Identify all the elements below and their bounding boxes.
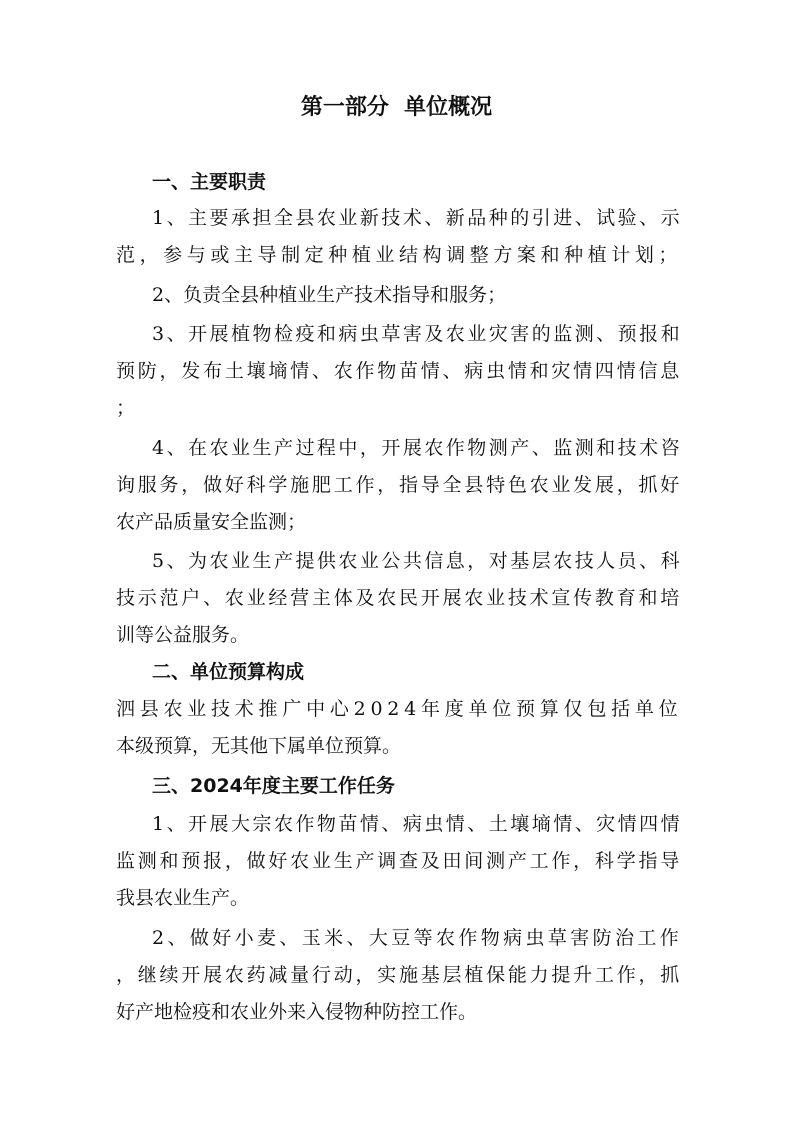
section-heading-budget: 二、单位预算构成 (152, 661, 305, 683)
paragraph-line: 1、开展大宗农作物苗情、病虫情、土壤墒情、灾情四情 (152, 813, 683, 835)
paragraph-line: 询服务，做好科学施肥工作，指导全县特色农业发展，抓好 (116, 474, 682, 496)
paragraph-line: 技示范户、农业经营主体及农民开展农业技术宣传教育和培 (116, 587, 682, 609)
paragraph-line: 好产地检疫和农业外来入侵物种防控工作。 (116, 1001, 478, 1023)
page-title: 第一部分 单位概况 (300, 95, 493, 120)
paragraph-line: 农产品质量安全监测； (116, 511, 307, 533)
section-heading-duties: 一、主要职责 (152, 171, 267, 193)
section-heading-tasks: 三、2024年度主要工作任务 (152, 775, 395, 797)
paragraph-line: 2、负责全县种植业生产技术指导和服务； (152, 284, 507, 306)
paragraph-line: 我县农业生产。 (116, 887, 250, 909)
paragraph-line: ，继续开展农药减量行动，实施基层植保能力提升工作，抓 (116, 964, 682, 986)
paragraph-line: 5、为农业生产提供农业公共信息，对基层农技人员、科 (152, 550, 683, 572)
paragraph-line: 1、主要承担全县农业新技术、新品种的引进、试验、示 (152, 207, 683, 229)
paragraph-line: 3、开展植物检疫和病虫草害及农业灾害的监测、预报和 (152, 323, 683, 345)
paragraph-line: 范，参与或主导制定种植业结构调整方案和种植计划； (116, 244, 682, 266)
paragraph-line: 本级预算，无其他下属单位预算。 (116, 735, 402, 757)
paragraph-line: 4、在农业生产过程中，开展农作物测产、监测和技术咨 (152, 437, 683, 459)
paragraph-line: ； (116, 397, 136, 419)
paragraph-line: 训等公益服务。 (116, 624, 250, 646)
paragraph-line: 泗县农业技术推广中心2024年度单位预算仅包括单位 (116, 698, 683, 720)
paragraph-line: 2、做好小麦、玉米、大豆等农作物病虫草害防治工作 (152, 927, 683, 949)
paragraph-line: 监测和预报，做好农业生产调查及田间测产工作，科学指导 (116, 850, 682, 872)
paragraph-line: 预防，发布土壤墒情、农作物苗情、病虫情和灾情四情信息 (116, 360, 682, 382)
